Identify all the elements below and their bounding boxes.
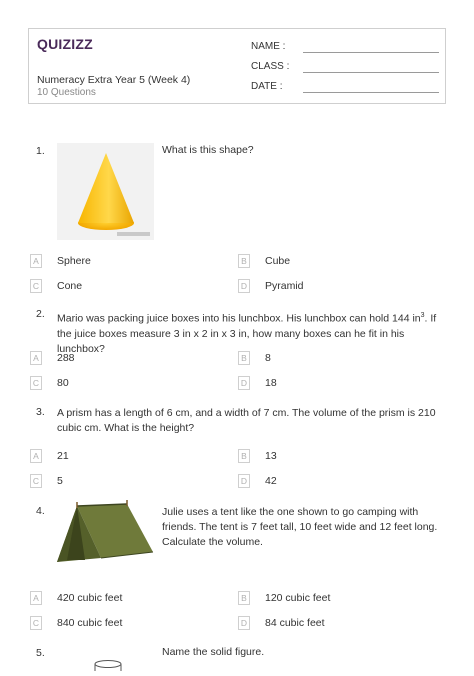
question-5-text: Name the solid figure. <box>162 646 265 658</box>
question-count: 10 Questions <box>37 87 96 98</box>
question-2-number: 2. <box>36 308 45 320</box>
name-label: NAME : <box>251 41 286 52</box>
q2-option-a-box[interactable]: A <box>30 351 42 365</box>
question-2-text <box>57 308 449 357</box>
name-line <box>303 52 439 53</box>
q3-option-c-text: 5 <box>57 475 63 487</box>
q4-option-d-text: 84 cubic feet <box>265 617 325 629</box>
name-field[interactable] <box>251 41 285 52</box>
question-5-number: 5. <box>36 647 45 659</box>
q1-option-a-box[interactable]: A <box>30 254 42 268</box>
q1-option-d-box[interactable]: D <box>238 279 250 293</box>
tent-icon <box>55 500 155 568</box>
q1-option-d-text: Pyramid <box>265 280 304 292</box>
q3-option-b-text: 13 <box>265 450 277 462</box>
q2-option-a-text: 288 <box>57 352 75 364</box>
q3-option-d-box[interactable]: D <box>238 474 250 488</box>
question-1-text: What is this shape? <box>162 144 254 156</box>
date-line <box>303 92 439 93</box>
worksheet-header <box>28 28 446 104</box>
worksheet-title: Numeracy Extra Year 5 (Week 4) <box>37 74 191 86</box>
q2-option-c-text: 80 <box>57 377 69 389</box>
q1-option-c-box[interactable]: C <box>30 279 42 293</box>
question-3-text: A prism has a length of 6 cm, and a width of 7 cm. The volume of the prism is 210 cubic cm. What is the height? <box>57 407 436 434</box>
question-1-number: 1. <box>36 145 45 157</box>
q4-option-d-box[interactable]: D <box>238 616 250 630</box>
cubic-exponent: 3 <box>420 312 425 319</box>
q2-option-d-box[interactable]: D <box>238 376 250 390</box>
q4-option-b-text: 120 cubic feet <box>265 592 331 604</box>
date-field[interactable] <box>251 81 282 92</box>
q2-option-b-box[interactable]: B <box>238 351 250 365</box>
cone-icon <box>57 143 154 240</box>
q4-option-a-box[interactable]: A <box>30 591 42 605</box>
q3-option-d-text: 42 <box>265 475 277 487</box>
tent-image <box>55 500 155 568</box>
question-4-text: Julie uses a tent like the one shown to go camping with friends. The tent is 7 feet tall, 10 feet wide and 12 feet long. Calculate the volume. <box>162 506 438 548</box>
q4-option-c-box[interactable]: C <box>30 616 42 630</box>
q3-option-b-box[interactable]: B <box>238 449 250 463</box>
class-label: CLASS : <box>251 61 290 72</box>
q2-option-c-box[interactable]: C <box>30 376 42 390</box>
cylinder-icon <box>88 659 128 671</box>
date-label: DATE : <box>251 81 283 92</box>
cone-image <box>57 143 154 240</box>
q4-option-b-box[interactable]: B <box>238 591 250 605</box>
q3-option-a-text: 21 <box>57 450 69 462</box>
question-2-text-part-b: . If the juice boxes measure 3 in x 2 in x 3 in, how many boxes can he fit in his lunchbox? <box>57 312 437 355</box>
question-3-number: 3. <box>36 406 45 418</box>
q1-option-b-text: Cube <box>265 255 291 267</box>
q3-option-a-box[interactable]: A <box>30 449 42 463</box>
q3-option-c-box[interactable]: C <box>30 474 42 488</box>
q2-option-d-text: 18 <box>265 377 277 389</box>
class-line <box>303 72 439 73</box>
q4-option-a-text: 420 cubic feet <box>57 592 123 604</box>
q1-option-a-text: Sphere <box>57 255 91 267</box>
cylinder-image <box>88 658 128 670</box>
q1-option-c-text: Cone <box>57 280 83 292</box>
class-field[interactable] <box>251 61 289 72</box>
q1-option-b-box[interactable]: B <box>238 254 250 268</box>
quizizz-logo: QUIZIZZ <box>37 36 93 52</box>
q2-option-b-text: 8 <box>265 352 271 364</box>
question-2-text-part-a: Mario was packing juice boxes into his lunchbox. His lunchbox can hold 144 in <box>57 312 421 325</box>
q4-option-c-text: 840 cubic feet <box>57 617 123 629</box>
question-4-number: 4. <box>36 505 45 517</box>
